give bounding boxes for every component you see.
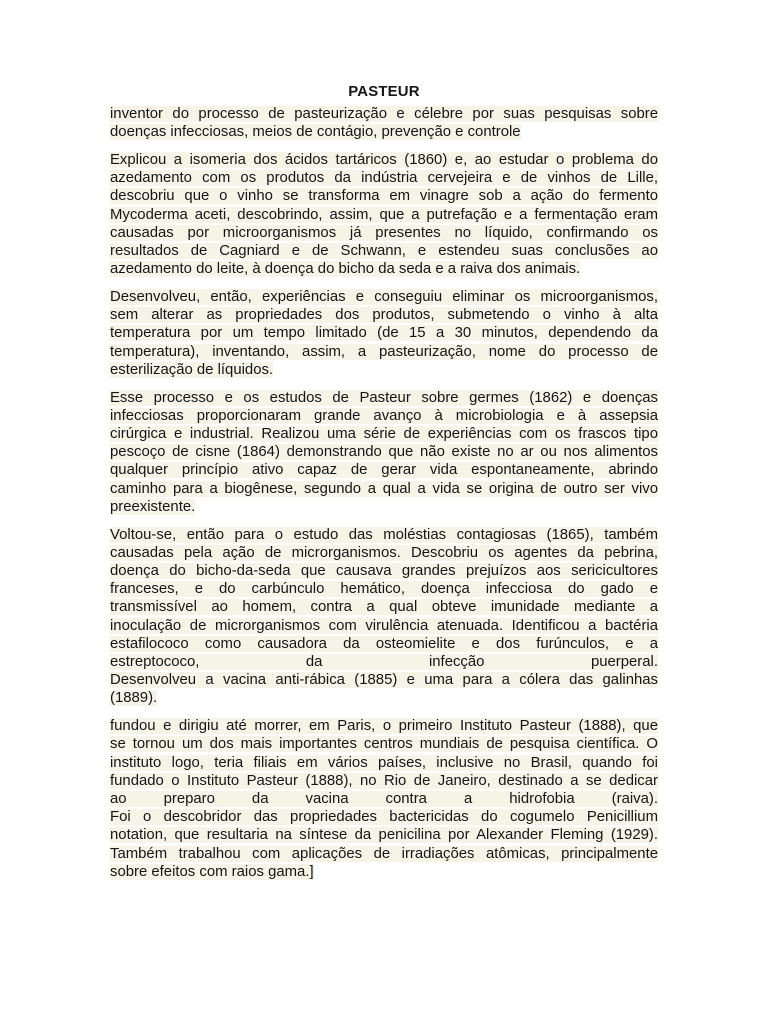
paragraph-line bbox=[110, 617, 658, 635]
paragraph-line bbox=[110, 671, 658, 689]
line-text: doenças infecciosas, meios de contágio, prevenção e controle bbox=[110, 124, 521, 141]
paragraph bbox=[110, 717, 658, 881]
line-text: fundado o Instituto Pasteur (1888), no Rio de Janeiro, destinado a se dedicar bbox=[110, 772, 658, 789]
paragraph-line bbox=[110, 544, 658, 562]
paragraph-line bbox=[110, 407, 658, 425]
line-text: descobriu que o vinho se transforma em vinagre sob a ação do fermento bbox=[110, 188, 658, 205]
paragraph-line bbox=[110, 653, 658, 671]
paragraph bbox=[110, 389, 658, 516]
paragraph-line bbox=[110, 598, 658, 616]
line-text: pescoço de cisne (1864) demonstrando que não existe no ar ou nos alimentos bbox=[110, 444, 658, 461]
paragraph-line bbox=[110, 689, 658, 707]
paragraph-line bbox=[110, 526, 658, 544]
line-text: notation, que resultaria na síntese da penicilina por Alexander Fleming (1929). bbox=[110, 827, 658, 844]
line-text: sobre efeitos com raios gama.] bbox=[110, 863, 314, 880]
paragraph-line bbox=[110, 306, 658, 324]
paragraph-line bbox=[110, 389, 658, 407]
document-body bbox=[110, 83, 658, 891]
line-text: transmissível ao homem, contra a qual obteve imunidade mediante a bbox=[110, 599, 658, 616]
paragraph-line bbox=[110, 635, 658, 653]
paragraph bbox=[110, 151, 658, 278]
paragraph-line bbox=[110, 343, 658, 361]
paragraph bbox=[110, 105, 658, 141]
paragraph-line bbox=[110, 187, 658, 205]
line-text: inoculação de microrganismos com virulência atenuada. Identificou a bactéria bbox=[110, 617, 658, 634]
line-text: temperatura), inventando, assim, a pasteurização, nome do processo de bbox=[110, 343, 658, 360]
paragraph-line bbox=[110, 826, 658, 844]
line-text: (1889). bbox=[110, 690, 158, 707]
line-text: Também trabalhou com aplicações de irradiações atômicas, principalmente bbox=[110, 845, 658, 862]
line-text: Mycoderma aceti, descobrindo, assim, que a putrefação e a fermentação eram bbox=[110, 206, 658, 223]
paragraph-line bbox=[110, 123, 658, 141]
line-text: esterilização de líquidos. bbox=[110, 361, 274, 378]
paragraph-line bbox=[110, 580, 658, 598]
paragraph-line bbox=[110, 461, 658, 479]
paragraph-line bbox=[110, 443, 658, 461]
line-text: doença do bicho-da-seda que causava grandes prejuízos aos sericicultores bbox=[110, 563, 658, 580]
line-text: franceses, e do carbúnculo hemático, doença infecciosa do gado e bbox=[110, 581, 658, 598]
line-text: caminho para a biogênese, segundo a qual a vida se origina de outro ser vivo bbox=[110, 480, 658, 497]
paragraph-line bbox=[110, 808, 658, 826]
line-text: Voltou-se, então para o estudo das moléstias contagiosas (1865), também bbox=[110, 526, 658, 543]
paragraph-line bbox=[110, 242, 658, 260]
paragraph-line bbox=[110, 169, 658, 187]
paragraph-line bbox=[110, 498, 658, 516]
line-text: Explicou a isomeria dos ácidos tartáricos (1860) e, ao estudar o problema do bbox=[110, 152, 658, 168]
paragraph-line bbox=[110, 151, 658, 169]
paragraph-line bbox=[110, 105, 658, 123]
paragraph-container bbox=[110, 105, 658, 881]
line-text: ao preparo da vacina contra a hidrofobia (raiva). bbox=[110, 791, 658, 808]
line-text: Foi o descobridor das propriedades bactericidas do cogumelo Penicillium bbox=[110, 809, 658, 826]
paragraph-line bbox=[110, 863, 658, 881]
line-text: azedamento com os produtos da indústria cervejeira e de vinhos de Lille, bbox=[110, 170, 658, 187]
paragraph-line bbox=[110, 717, 658, 735]
paragraph-line bbox=[110, 425, 658, 443]
line-text: causadas por microorganismos já presentes no líquido, confirmando os bbox=[110, 224, 658, 241]
line-text: instituto logo, teria filiais em vários países, inclusive no Brasil, quando foi bbox=[110, 754, 658, 771]
paragraph-line bbox=[110, 754, 658, 772]
line-text: causadas pela ação de microrganismos. Descobriu os agentes da pebrina, bbox=[110, 544, 658, 561]
paragraph-line bbox=[110, 735, 658, 753]
paragraph bbox=[110, 288, 658, 379]
line-text: estafilococo como causadora da osteomielite e dos furúnculos, e a bbox=[110, 635, 658, 652]
line-text: estreptococo, da infecção puerperal. bbox=[110, 654, 658, 671]
line-text: azedamento do leite, à doença do bicho da seda e a raiva dos animais. bbox=[110, 261, 581, 278]
paragraph-line bbox=[110, 224, 658, 242]
line-text: Desenvolveu a vacina anti-rábica (1885) e uma para a cólera das galinhas bbox=[110, 672, 658, 689]
paragraph-line bbox=[110, 361, 658, 379]
paragraph-line bbox=[110, 324, 658, 342]
line-text: Desenvolveu, então, experiências e conseguiu eliminar os microorganismos, bbox=[110, 289, 658, 306]
paragraph-line bbox=[110, 790, 658, 808]
line-text: qualquer princípio ativo capaz de gerar vida espontaneamente, abrindo bbox=[110, 462, 658, 479]
line-text: fundou e dirigiu até morrer, em Paris, o primeiro Instituto Pasteur (1888), que bbox=[110, 718, 658, 735]
paragraph bbox=[110, 526, 658, 708]
document-title: PASTEUR bbox=[348, 84, 420, 100]
paragraph-line bbox=[110, 206, 658, 224]
paragraph-line bbox=[110, 480, 658, 498]
line-text: sem alterar as propriedades dos produtos, submetendo o vinho à alta bbox=[110, 307, 658, 324]
line-text: temperatura por um tempo limitado (de 15 a 30 minutos, dependendo da bbox=[110, 325, 658, 342]
line-text: inventor do processo de pasteurização e célebre por suas pesquisas sobre bbox=[110, 106, 658, 122]
line-text: Esse processo e os estudos de Pasteur sobre germes (1862) e doenças bbox=[110, 389, 658, 406]
paragraph-line bbox=[110, 562, 658, 580]
paragraph-line bbox=[110, 772, 658, 790]
paragraph-line bbox=[110, 288, 658, 306]
paragraph-line bbox=[110, 845, 658, 863]
line-text: cirúrgica e industrial. Realizou uma série de experiências com os frascos tipo bbox=[110, 426, 658, 443]
line-text: se tornou um dos mais importantes centros mundiais de pesquisa científica. O bbox=[110, 736, 658, 753]
line-text: resultados de Cagniard e de Schwann, e estendeu suas conclusões ao bbox=[110, 243, 658, 260]
line-text: infecciosas proporcionaram grande avanço à microbiologia e à assepsia bbox=[110, 407, 658, 424]
line-text: preexistente. bbox=[110, 498, 196, 515]
paragraph-line bbox=[110, 260, 658, 278]
